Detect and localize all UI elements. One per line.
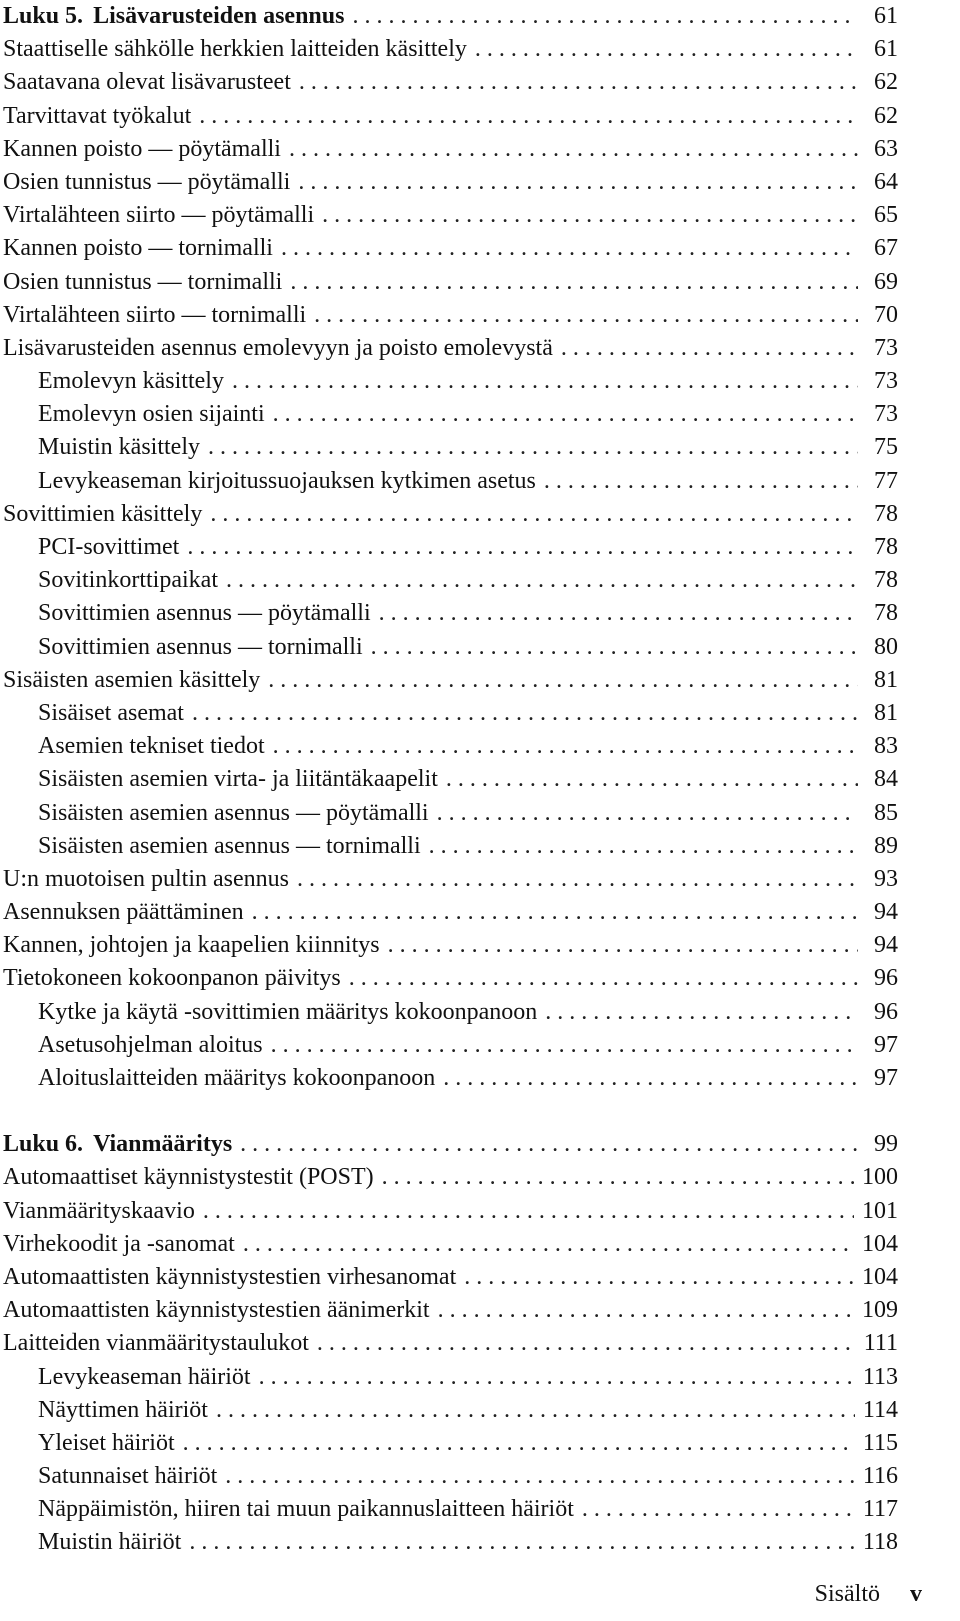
entry-title: Laitteiden vianmääritystaulukot (3, 1330, 309, 1357)
page-number: 84 (874, 766, 898, 793)
page-number: 93 (874, 865, 898, 892)
page-number: 67 (874, 235, 898, 262)
dot-leader (192, 697, 858, 730)
toc-entry[interactable] (3, 199, 898, 232)
entry-title: Näppäimistön, hiiren tai muun paikannuslaitteen häiriöt (38, 1496, 574, 1523)
toc-subentry[interactable] (3, 531, 898, 564)
page-number: 114 (862, 1396, 898, 1423)
dot-leader (437, 797, 858, 830)
dot-leader (298, 166, 858, 199)
entry-title: Emolevyn osien sijainti (38, 401, 265, 428)
toc-subentry[interactable] (3, 730, 898, 763)
entry-title: Näyttimen häiriöt (38, 1396, 208, 1423)
entry-title: Asetusohjelman aloitus (38, 1031, 263, 1058)
dot-leader (317, 1327, 856, 1360)
entry-title: Levykeaseman häiriöt (38, 1363, 251, 1390)
page-number: 81 (874, 666, 898, 693)
toc-subentry[interactable] (3, 1460, 898, 1493)
page-number: 75 (874, 434, 898, 461)
toc-subentry[interactable] (3, 431, 898, 464)
page-number: 77 (874, 467, 898, 494)
page-number: 115 (862, 1429, 898, 1456)
dot-leader (352, 0, 858, 33)
table-of-contents (3, 0, 898, 1560)
entry-title: U:n muotoisen pultin asennus (3, 865, 289, 892)
entry-title: Sovittimien käsittely (3, 500, 203, 527)
page-number: 94 (874, 899, 898, 926)
toc-entry[interactable] (3, 664, 898, 697)
entry-title: Sisäisten asemien asennus — pöytämalli (38, 799, 429, 826)
entry-title: Staattiselle sähkölle herkkien laitteiden käsittely (3, 36, 467, 63)
toc-entry[interactable] (3, 332, 898, 365)
page-number: 83 (874, 733, 898, 760)
chapter-number: Luku 5. (3, 3, 84, 29)
dot-leader (314, 299, 858, 332)
entry-title: Tarvittavat työkalut (3, 102, 192, 129)
page-footer (815, 1581, 922, 1608)
entry-title: Automaattiset käynnistystestit (POST) (3, 1164, 374, 1191)
page-number: 81 (874, 699, 898, 726)
dot-leader (252, 896, 858, 929)
page-number: 96 (874, 998, 898, 1025)
toc-entry[interactable] (3, 1294, 898, 1327)
entry-title: Tietokoneen kokoonpanon päivitys (3, 965, 341, 992)
dot-leader (289, 133, 858, 166)
chapter-title: Lisävarusteiden asennus (93, 3, 345, 29)
toc-entry[interactable] (3, 1228, 898, 1261)
entry-title: Kannen poisto — pöytämalli (3, 135, 281, 162)
dot-leader (322, 199, 858, 232)
toc-subentry[interactable] (3, 1062, 898, 1095)
dot-leader (208, 431, 858, 464)
entry-title: Virtalähteen siirto — tornimalli (3, 301, 307, 328)
dot-leader (446, 763, 858, 796)
toc-subentry[interactable] (3, 597, 898, 630)
page-number: 62 (874, 102, 898, 129)
page-number: 61 (874, 3, 898, 29)
chapter-number: Luku 6. (3, 1131, 84, 1158)
chapter-heading[interactable] (3, 1128, 898, 1161)
page-number: 113 (862, 1363, 898, 1390)
chapter-title: Vianmääritys (93, 1131, 233, 1158)
page-number: 97 (874, 1065, 898, 1091)
page-number: 78 (874, 500, 898, 527)
dot-leader (243, 1228, 854, 1261)
entry-title: Muistin käsittely (38, 434, 200, 461)
chapter-spacer (3, 1095, 898, 1128)
page-number: 78 (874, 534, 898, 560)
dot-leader (203, 1195, 854, 1228)
dot-leader (216, 1394, 855, 1427)
entry-title: Automaattisten käynnistystestien äänimerkit (3, 1297, 430, 1324)
dot-leader (464, 1261, 854, 1294)
entry-title: Levykeaseman kirjoitussuojauksen kytkimen asetus (38, 467, 536, 494)
dot-leader (273, 730, 858, 763)
entry-title: Kannen, johtojen ja kaapelien kiinnitys (3, 932, 380, 959)
dot-leader (429, 830, 858, 863)
chapter-heading[interactable] (3, 0, 898, 33)
entry-title: Satunnaiset häiriöt (38, 1463, 218, 1490)
page-number: 104 (862, 1230, 898, 1257)
page-number: 100 (862, 1164, 898, 1191)
dot-leader (438, 1294, 854, 1327)
page-number: 78 (874, 567, 898, 594)
page-number: 118 (862, 1529, 898, 1556)
dot-leader (183, 1427, 855, 1460)
page-number: 89 (874, 832, 898, 859)
entry-title: Yleiset häiriöt (38, 1429, 175, 1456)
dot-leader (273, 398, 858, 431)
dot-leader (545, 996, 858, 1029)
toc-entry[interactable] (3, 133, 898, 166)
toc-subentry[interactable] (3, 365, 898, 398)
dot-leader (210, 498, 858, 531)
page-number: 73 (874, 401, 898, 428)
entry-title: Sovittimien asennus — pöytämalli (38, 600, 371, 627)
dot-leader (281, 232, 858, 265)
dot-leader (259, 1361, 855, 1394)
dot-leader (582, 1493, 855, 1526)
page-number: 85 (874, 799, 898, 826)
page-number: 104 (862, 1263, 898, 1290)
toc-entry[interactable] (3, 66, 898, 99)
toc-entry[interactable] (3, 232, 898, 265)
entry-title: Saatavana olevat lisävarusteet (3, 69, 291, 96)
dot-leader (271, 1029, 858, 1062)
toc-subentry[interactable] (3, 465, 898, 498)
toc-entry[interactable] (3, 929, 898, 962)
page-number: 111 (863, 1330, 898, 1357)
toc-entry[interactable] (3, 962, 898, 995)
page-number: 61 (874, 36, 898, 63)
dot-leader (388, 929, 858, 962)
toc-entry[interactable] (3, 299, 898, 332)
dot-leader (379, 597, 858, 630)
entry-title: Vianmäärityskaavio (3, 1197, 195, 1224)
toc-subentry[interactable] (3, 996, 898, 1029)
dot-leader (371, 631, 858, 664)
toc-subentry[interactable] (3, 564, 898, 597)
entry-title: Sisäiset asemat (38, 699, 184, 726)
toc-entry[interactable] (3, 863, 898, 896)
page-number: 63 (874, 135, 898, 162)
entry-title: Emolevyn käsittely (38, 368, 224, 395)
page-number: 73 (874, 368, 898, 395)
dot-leader (232, 365, 858, 398)
entry-title: Virhekoodit ja -sanomat (3, 1230, 235, 1257)
toc-subentry[interactable] (3, 1029, 898, 1062)
page-number: 65 (874, 202, 898, 229)
entry-title: Sisäisten asemien virta- ja liitäntäkaapelit (38, 766, 438, 793)
toc-entry[interactable] (3, 1195, 898, 1228)
entry-title: Kannen poisto — tornimalli (3, 235, 273, 262)
toc-entry[interactable] (3, 896, 898, 929)
entry-title: Asennuksen päättäminen (3, 899, 244, 926)
entry-title: Kytke ja käytä -sovittimien määritys kokoonpanoon (38, 998, 538, 1025)
toc-subentry[interactable] (3, 631, 898, 664)
entry-title: Automaattisten käynnistystestien virhesanomat (3, 1263, 457, 1290)
dot-leader (268, 664, 858, 697)
footer-page-number: v (910, 1581, 922, 1607)
page-number: 94 (874, 932, 898, 959)
dot-leader (382, 1161, 854, 1194)
entry-title: Asemien tekniset tiedot (38, 733, 265, 760)
entry-title: Osien tunnistus — pöytämalli (3, 168, 291, 195)
footer-section-label: Sisältö (814, 1581, 880, 1607)
dot-leader (225, 1460, 855, 1493)
dot-leader (199, 100, 858, 133)
toc-entry[interactable] (3, 166, 898, 199)
page-number: 109 (862, 1297, 898, 1324)
page-number: 101 (862, 1197, 898, 1224)
entry-title: Sovitinkorttipaikat (38, 567, 218, 594)
dot-leader (187, 531, 858, 564)
toc-entry[interactable] (3, 266, 898, 299)
entry-title: Virtalähteen siirto — pöytämalli (3, 202, 315, 229)
entry-title: Sisäisten asemien käsittely (3, 666, 261, 693)
dot-leader (561, 332, 858, 365)
entry-title: Sovittimien asennus — tornimalli (38, 633, 363, 660)
toc-subentry[interactable] (3, 1526, 898, 1559)
dot-leader (299, 66, 858, 99)
dot-leader (297, 863, 858, 896)
page-number: 78 (874, 600, 898, 627)
toc-subentry[interactable] (3, 1394, 898, 1427)
toc-subentry[interactable] (3, 1361, 898, 1394)
dot-leader (443, 1062, 858, 1095)
entry-title: Muistin häiriöt (38, 1529, 182, 1556)
page-number: 116 (862, 1463, 898, 1490)
page-number: 70 (874, 301, 898, 328)
dot-leader (475, 33, 858, 66)
toc-entry[interactable] (3, 33, 898, 66)
page-number: 80 (874, 633, 898, 660)
page-number: 97 (874, 1031, 898, 1058)
toc-entry[interactable] (3, 1327, 898, 1360)
page-number: 62 (874, 69, 898, 96)
dot-leader (226, 564, 858, 597)
toc-entry[interactable] (3, 498, 898, 531)
page-number: 117 (862, 1496, 898, 1523)
dot-leader (240, 1128, 858, 1161)
toc-entry[interactable] (3, 1161, 898, 1194)
entry-title: Osien tunnistus — tornimalli (3, 268, 283, 295)
dot-leader (290, 266, 858, 299)
entry-title: PCI-sovittimet (38, 534, 180, 560)
entry-title: Sisäisten asemien asennus — tornimalli (38, 832, 421, 859)
toc-subentry[interactable] (3, 763, 898, 796)
toc-subentry[interactable] (3, 797, 898, 830)
page-number: 64 (874, 168, 898, 195)
dot-leader (544, 465, 858, 498)
toc-entry[interactable] (3, 100, 898, 133)
entry-title: Aloituslaitteiden määritys kokoonpanoon (38, 1065, 436, 1091)
dot-leader (349, 962, 858, 995)
page-number: 73 (874, 334, 898, 361)
toc-subentry[interactable] (3, 1427, 898, 1460)
toc-subentry[interactable] (3, 1493, 898, 1526)
toc-subentry[interactable] (3, 398, 898, 431)
page-number: 96 (874, 965, 898, 992)
dot-leader (189, 1526, 855, 1559)
toc-subentry[interactable] (3, 697, 898, 730)
page-number: 99 (874, 1131, 898, 1158)
toc-entry[interactable] (3, 1261, 898, 1294)
page-number: 69 (874, 268, 898, 295)
toc-subentry[interactable] (3, 830, 898, 863)
entry-title: Lisävarusteiden asennus emolevyyn ja poisto emolevystä (3, 334, 553, 361)
